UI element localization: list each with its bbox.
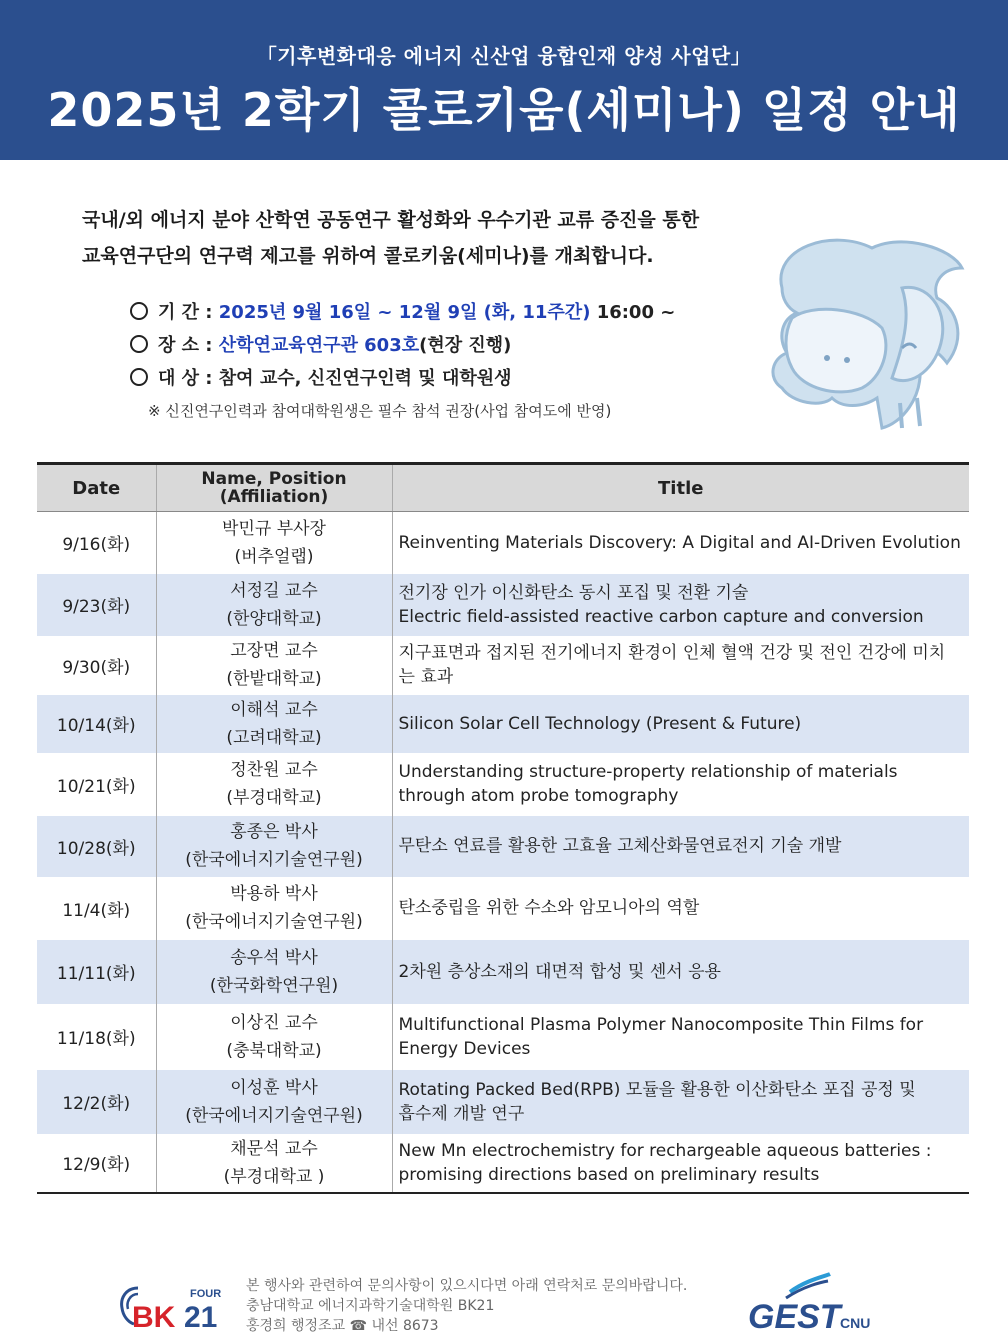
header-name xyxy=(156,464,392,512)
bk21-four-text: FOUR xyxy=(190,1288,222,1300)
row-title xyxy=(392,512,969,574)
speaker-name: 이성훈 박사 xyxy=(230,1077,318,1098)
row-date: 9/16(화) xyxy=(37,512,156,574)
row-date: 10/14(화) xyxy=(37,695,156,753)
footer-line-3: 홍경희 행정조교 ☎ 내선 8673 xyxy=(246,1318,439,1334)
row-date: 10/21(화) xyxy=(37,753,156,816)
place-value: 산학연교육연구관 603호 xyxy=(218,335,420,356)
row-speaker xyxy=(156,1134,392,1193)
row-speaker xyxy=(156,574,392,636)
table-row xyxy=(37,695,969,753)
title-line-1: New Mn electrochemistry for rechargeable aqueous batteries : xyxy=(398,1140,932,1161)
schedule-body xyxy=(37,512,969,1193)
row-date: 11/18(화) xyxy=(37,1004,156,1070)
row-speaker xyxy=(156,877,392,940)
speaker-affiliation: (고려대학교) xyxy=(226,727,322,748)
table-row xyxy=(37,574,969,636)
title-line-2: through atom probe tomography xyxy=(398,786,679,806)
row-date: 9/23(화) xyxy=(37,574,156,636)
table-row xyxy=(37,1004,969,1070)
speaker-name: 이상진 교수 xyxy=(230,1012,318,1033)
speaker-name: 정찬원 교수 xyxy=(230,760,318,780)
row-speaker xyxy=(156,512,392,574)
speaker-affiliation: (한밭대학교) xyxy=(226,669,322,689)
intro-line-1: 국내/외 에너지 분야 산학연 공동연구 활성화와 우수기관 교류 증진을 통한 xyxy=(82,209,700,231)
bk21-logo xyxy=(118,1282,228,1330)
row-speaker xyxy=(156,695,392,753)
title-line-1: 무탄소 연료를 활용한 고효율 고체산화물연료전지 기술 개발 xyxy=(398,836,842,856)
row-speaker xyxy=(156,816,392,877)
info-target xyxy=(130,362,675,395)
title-line-2: Electric field-assisted reactive carbon capture and conversion xyxy=(398,606,924,627)
title-line-2: 흡수제 개발 연구 xyxy=(398,1103,525,1124)
circle-bullet-icon xyxy=(130,368,148,386)
circle-bullet-icon xyxy=(130,335,148,353)
info-list xyxy=(130,296,675,395)
header-name-line-1: Name, Position xyxy=(201,469,347,489)
table-row xyxy=(37,512,969,574)
row-title xyxy=(392,753,969,816)
title-line-1: Rotating Packed Bed(RPB) 모듈을 활용한 이산화탄소 포집 공정 및 xyxy=(398,1079,916,1100)
period-value: 2025년 9월 16일 ~ 12월 9일 (화, 11주간) xyxy=(218,302,591,323)
schedule-table xyxy=(37,462,969,1194)
header-subtitle: 「기후변화대응 에너지 신산업 융합인재 양성 사업단」 xyxy=(256,44,752,68)
row-title xyxy=(392,816,969,877)
speaker-name: 이해석 교수 xyxy=(230,699,318,720)
row-speaker xyxy=(156,753,392,816)
mascot-illustration xyxy=(752,228,974,434)
period-label: 기 간 : xyxy=(158,302,219,323)
footer-line-2: 충남대학교 에너지과학기술대학원 BK21 xyxy=(246,1298,495,1314)
speaker-affiliation: (부경대학교 ) xyxy=(223,1166,325,1187)
table-row xyxy=(37,753,969,816)
title-line-2: promising directions based on preliminary results xyxy=(398,1164,820,1185)
row-title xyxy=(392,1004,969,1070)
row-speaker xyxy=(156,1004,392,1070)
title-line-1: 탄소중립을 위한 수소와 암모니아의 역할 xyxy=(398,898,700,918)
footer-line-1: 본 행사와 관련하여 문의사항이 있으시다면 아래 연락처로 문의바랍니다. xyxy=(246,1278,688,1294)
title-line-1: 지구표면과 접지된 전기에너지 환경이 인체 혈액 건강 및 전인 건강에 미치 xyxy=(398,643,946,663)
info-place xyxy=(130,329,675,362)
header-title: Title xyxy=(392,464,969,512)
title-line-1: 전기장 인가 이신화탄소 동시 포집 및 전환 기술 xyxy=(398,582,749,603)
title-line-1: 2차원 층상소재의 대면적 합성 및 센서 응용 xyxy=(398,961,721,982)
title-line-1: Silicon Solar Cell Technology (Present & Future) xyxy=(398,713,802,734)
header-banner xyxy=(0,0,1008,160)
bk21-text: BK xyxy=(132,1301,176,1330)
period-time: 16:00 ~ xyxy=(590,302,676,323)
gest-text: GEST xyxy=(748,1298,841,1332)
footer-contact xyxy=(246,1276,687,1336)
row-date: 12/9(화) xyxy=(37,1134,156,1193)
title-line-2: Energy Devices xyxy=(398,1038,531,1059)
row-date: 11/11(화) xyxy=(37,940,156,1004)
title-line-2: 는 효과 xyxy=(398,667,454,687)
row-title xyxy=(392,574,969,636)
row-title xyxy=(392,1134,969,1193)
speaker-name: 고장면 교수 xyxy=(230,641,318,661)
speaker-name: 박민규 부사장 xyxy=(222,518,326,539)
speaker-affiliation: (한국에너지기술연구원) xyxy=(185,850,363,870)
row-title xyxy=(392,1070,969,1134)
row-date: 12/2(화) xyxy=(37,1070,156,1134)
table-row xyxy=(37,940,969,1004)
place-note: (현장 진행) xyxy=(419,335,512,356)
table-row xyxy=(37,877,969,940)
speaker-name: 송우석 박사 xyxy=(230,947,318,968)
gest-cnu-logo xyxy=(746,1272,876,1332)
row-speaker xyxy=(156,940,392,1004)
table-row xyxy=(37,636,969,695)
table-row xyxy=(37,816,969,877)
speaker-name: 채문석 교수 xyxy=(230,1138,318,1159)
table-row xyxy=(37,1134,969,1193)
row-speaker xyxy=(156,1070,392,1134)
speaker-affiliation: (충북대학교) xyxy=(226,1040,322,1061)
place-label: 장 소 : xyxy=(158,335,219,356)
title-line-1: Multifunctional Plasma Polymer Nanocomposite Thin Films for xyxy=(398,1014,924,1035)
table-header-row xyxy=(37,464,969,512)
target-label: 대 상 : xyxy=(158,368,219,389)
row-title xyxy=(392,940,969,1004)
speaker-affiliation: (버추얼랩) xyxy=(234,546,314,567)
table-row xyxy=(37,1070,969,1134)
speaker-affiliation: (한양대학교) xyxy=(226,608,322,629)
speaker-affiliation: (한국에너지기술연구원) xyxy=(185,912,363,932)
intro-text xyxy=(82,202,699,274)
speaker-affiliation: (한국에너지기술연구원) xyxy=(185,1105,363,1126)
target-value: 참여 교수, 신진연구인력 및 대학원생 xyxy=(218,368,512,389)
row-date: 9/30(화) xyxy=(37,636,156,695)
speaker-name: 서정길 교수 xyxy=(230,580,318,601)
row-speaker xyxy=(156,636,392,695)
speaker-affiliation: (부경대학교) xyxy=(226,788,322,808)
header-date: Date xyxy=(37,464,156,512)
title-line-1: Reinventing Materials Discovery: A Digital and AI-Driven Evolution xyxy=(398,532,961,553)
info-period xyxy=(130,296,675,329)
bk21-number: 21 xyxy=(184,1301,218,1330)
title-line-1: Understanding structure-property relationship of materials xyxy=(398,762,898,782)
speaker-name: 홍종은 박사 xyxy=(230,822,318,842)
row-date: 11/4(화) xyxy=(37,877,156,940)
attendance-note: ※ 신진연구인력과 참여대학원생은 필수 참석 권장(사업 참여도에 반영) xyxy=(148,402,612,420)
row-date: 10/28(화) xyxy=(37,816,156,877)
speaker-affiliation: (한국화학연구원) xyxy=(209,975,339,996)
intro-line-2: 교육연구단의 연구력 제고를 위하여 콜로키움(세미나)를 개최합니다. xyxy=(82,245,654,267)
cnu-text: CNU xyxy=(840,1315,871,1331)
row-title xyxy=(392,877,969,940)
speaker-name: 박용하 박사 xyxy=(230,884,318,904)
header-name-line-2: (Affiliation) xyxy=(219,487,329,507)
row-title xyxy=(392,695,969,753)
page-title: 2025년 2학기 콜로키움(세미나) 일정 안내 xyxy=(47,83,961,137)
circle-bullet-icon xyxy=(130,302,148,320)
row-title xyxy=(392,636,969,695)
